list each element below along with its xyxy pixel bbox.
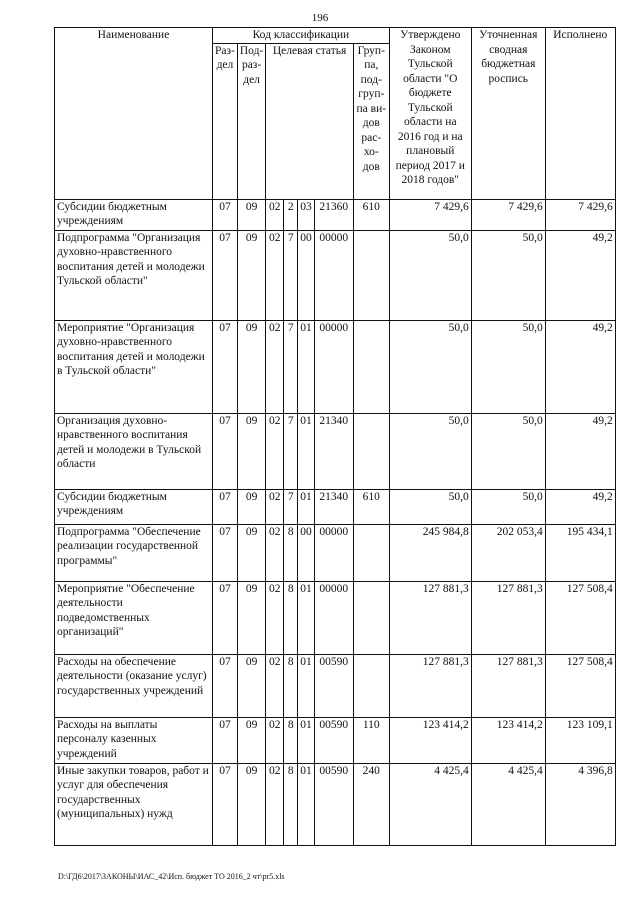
- cell-name: Мероприятие "Обеспечение деятельности подведомственных организаций": [55, 581, 213, 654]
- cell-vr: [353, 413, 389, 489]
- cell-c2: 8: [284, 763, 298, 845]
- cell-approved: 4 425,4: [389, 763, 471, 845]
- cell-c4: 00000: [314, 581, 353, 654]
- cell-pr: 09: [237, 717, 265, 763]
- table-row: [55, 717, 616, 763]
- cell-executed: 7 429,6: [545, 199, 615, 230]
- table-row: [55, 763, 616, 845]
- cell-c2: 8: [284, 717, 298, 763]
- cell-c1: 02: [266, 581, 284, 654]
- cell-name: Подпрограмма "Организация духовно-нравственного воспитания детей и молодежи Тульской области": [55, 230, 213, 320]
- cell-approved: 127 881,3: [389, 581, 471, 654]
- cell-rz: 07: [213, 413, 238, 489]
- cell-executed: 49,2: [545, 413, 615, 489]
- budget-table: [54, 27, 616, 846]
- cell-pr: 09: [237, 199, 265, 230]
- cell-approved: 50,0: [389, 489, 471, 524]
- cell-executed: 127 508,4: [545, 581, 615, 654]
- cell-c4: 00000: [314, 230, 353, 320]
- cell-rz: 07: [213, 763, 238, 845]
- cell-vr: [353, 524, 389, 581]
- cell-c3: 00: [298, 230, 315, 320]
- cell-refined: 123 414,2: [471, 717, 545, 763]
- table-row: [55, 654, 616, 717]
- cell-rz: 07: [213, 489, 238, 524]
- table-row: [55, 230, 616, 320]
- cell-pr: 09: [237, 413, 265, 489]
- cell-c1: 02: [266, 763, 284, 845]
- cell-rz: 07: [213, 717, 238, 763]
- cell-c2: 7: [284, 489, 298, 524]
- cell-vr: [353, 581, 389, 654]
- table-row: [55, 199, 616, 230]
- cell-refined: 50,0: [471, 230, 545, 320]
- cell-c1: 02: [266, 717, 284, 763]
- cell-executed: 49,2: [545, 230, 615, 320]
- cell-name: Субсидии бюджетным учреждениям: [55, 199, 213, 230]
- cell-rz: 07: [213, 581, 238, 654]
- cell-c2: 7: [284, 413, 298, 489]
- cell-pr: 09: [237, 489, 265, 524]
- cell-c4: 21340: [314, 413, 353, 489]
- table-row: [55, 524, 616, 581]
- cell-pr: 09: [237, 581, 265, 654]
- cell-name: Иные закупки товаров, работ и услуг для обеспечения государственных (муниципальных) нужд: [55, 763, 213, 845]
- cell-c4: 00590: [314, 717, 353, 763]
- table-row: [55, 581, 616, 654]
- cell-refined: 202 053,4: [471, 524, 545, 581]
- file-path-footer: D:\ГД6\2017\ЗАКОНЫ\ИАС_42\Исп. бюджет ТО 2016_2 чт\pr5.xls: [58, 872, 285, 881]
- cell-name: Расходы на выплаты персоналу казенных учреждений: [55, 717, 213, 763]
- cell-c3: 01: [298, 489, 315, 524]
- cell-c2: 7: [284, 230, 298, 320]
- cell-name: Подпрограмма "Обеспечение реализации государственной программы": [55, 524, 213, 581]
- header-razdel: Раз-дел: [213, 43, 238, 199]
- cell-c1: 02: [266, 413, 284, 489]
- cell-pr: 09: [237, 230, 265, 320]
- header-approved: Утверждено Законом Тульской области "О бюджете Тульской области на 2016 год и на плановый период 2017 и 2018 годов": [389, 28, 471, 200]
- cell-rz: 07: [213, 654, 238, 717]
- cell-c3: 01: [298, 763, 315, 845]
- page-number: 196: [311, 12, 329, 24]
- cell-approved: 245 984,8: [389, 524, 471, 581]
- header-executed: Исполнено: [545, 28, 615, 200]
- cell-name: Субсидии бюджетным учреждениям: [55, 489, 213, 524]
- cell-vr: 110: [353, 717, 389, 763]
- cell-approved: 50,0: [389, 413, 471, 489]
- cell-c3: 01: [298, 717, 315, 763]
- cell-name: Расходы на обеспечение деятельности (оказание услуг) государственных учреждений: [55, 654, 213, 717]
- cell-rz: 07: [213, 199, 238, 230]
- cell-c3: 01: [298, 581, 315, 654]
- cell-executed: 49,2: [545, 489, 615, 524]
- cell-c1: 02: [266, 199, 284, 230]
- cell-vr: [353, 654, 389, 717]
- cell-c2: 8: [284, 654, 298, 717]
- cell-executed: 123 109,1: [545, 717, 615, 763]
- cell-c4: 00000: [314, 320, 353, 413]
- cell-executed: 127 508,4: [545, 654, 615, 717]
- header-podrazdel: Под-раз-дел: [237, 43, 265, 199]
- cell-vr: [353, 230, 389, 320]
- cell-executed: 49,2: [545, 320, 615, 413]
- cell-c2: 2: [284, 199, 298, 230]
- cell-refined: 127 881,3: [471, 654, 545, 717]
- cell-c4: 00000: [314, 524, 353, 581]
- cell-refined: 7 429,6: [471, 199, 545, 230]
- header-refined: Уточненная сводная бюджетная роспись: [471, 28, 545, 200]
- cell-rz: 07: [213, 230, 238, 320]
- cell-c1: 02: [266, 524, 284, 581]
- cell-c4: 00590: [314, 654, 353, 717]
- cell-approved: 7 429,6: [389, 199, 471, 230]
- cell-c3: 00: [298, 524, 315, 581]
- cell-approved: 50,0: [389, 230, 471, 320]
- cell-pr: 09: [237, 654, 265, 717]
- cell-rz: 07: [213, 320, 238, 413]
- cell-executed: 4 396,8: [545, 763, 615, 845]
- header-code: Код классификации: [213, 28, 390, 44]
- cell-c3: 01: [298, 413, 315, 489]
- cell-rz: 07: [213, 524, 238, 581]
- cell-vr: 610: [353, 489, 389, 524]
- cell-refined: 127 881,3: [471, 581, 545, 654]
- cell-executed: 195 434,1: [545, 524, 615, 581]
- cell-pr: 09: [237, 763, 265, 845]
- cell-refined: 50,0: [471, 413, 545, 489]
- table-row: [55, 413, 616, 489]
- cell-c2: 8: [284, 581, 298, 654]
- cell-name: Мероприятие "Организация духовно-нравственного воспитания детей и молодежи в Тульской области": [55, 320, 213, 413]
- header-target: Целевая статья: [266, 43, 354, 199]
- cell-c4: 21360: [314, 199, 353, 230]
- cell-c4: 00590: [314, 763, 353, 845]
- cell-name: Организация духовно-нравственного воспитания детей и молодежи в Тульской области: [55, 413, 213, 489]
- cell-c2: 8: [284, 524, 298, 581]
- cell-approved: 127 881,3: [389, 654, 471, 717]
- cell-c1: 02: [266, 320, 284, 413]
- cell-refined: 4 425,4: [471, 763, 545, 845]
- cell-vr: [353, 320, 389, 413]
- cell-c1: 02: [266, 654, 284, 717]
- cell-refined: 50,0: [471, 489, 545, 524]
- header-group: Груп-па, под-груп-па ви-дов рас-хо-дов: [353, 43, 389, 199]
- table-row: [55, 489, 616, 524]
- cell-c1: 02: [266, 489, 284, 524]
- table-row: [55, 320, 616, 413]
- cell-vr: 240: [353, 763, 389, 845]
- cell-c3: 01: [298, 654, 315, 717]
- cell-refined: 50,0: [471, 320, 545, 413]
- cell-approved: 50,0: [389, 320, 471, 413]
- cell-pr: 09: [237, 320, 265, 413]
- cell-c2: 7: [284, 320, 298, 413]
- cell-c4: 21340: [314, 489, 353, 524]
- cell-vr: 610: [353, 199, 389, 230]
- header-name: Наименование: [55, 28, 213, 200]
- cell-c1: 02: [266, 230, 284, 320]
- cell-c3: 03: [298, 199, 315, 230]
- cell-c3: 01: [298, 320, 315, 413]
- header-row-top: [55, 28, 616, 44]
- cell-approved: 123 414,2: [389, 717, 471, 763]
- cell-pr: 09: [237, 524, 265, 581]
